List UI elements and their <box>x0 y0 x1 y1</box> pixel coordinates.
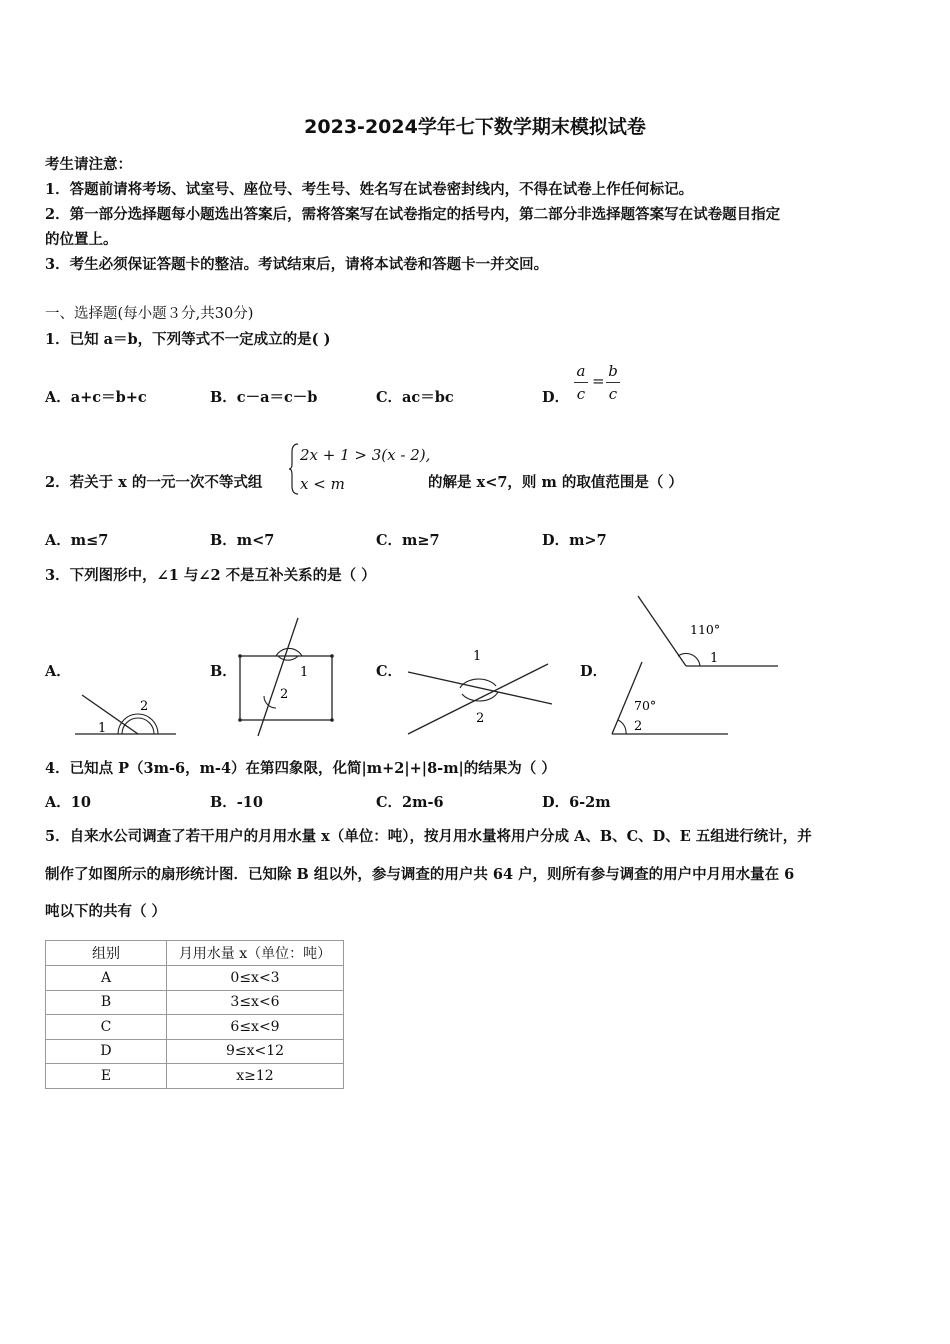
table-cell-group: A <box>46 966 167 991</box>
q1-d-numerator-left: a <box>576 362 586 380</box>
q3-a-label-2: 2 <box>140 699 149 714</box>
table-cell-usage: 6≤x<9 <box>167 1015 344 1040</box>
notice-line-1: 1．答题前请将考场、试室号、座位号、考生号、姓名写在试卷密封线内，不得在试卷上作任何标记。 <box>45 181 694 198</box>
q3-stem: 3．下列图形中，∠1 与∠2 不是互补关系的是（ ） <box>45 567 376 584</box>
q3-c-label-2: 2 <box>476 711 485 726</box>
table-cell-group: D <box>46 1039 167 1064</box>
q2-option-c: C．m≥7 <box>376 532 440 549</box>
q5-line-3: 吨以下的共有（ ） <box>45 903 167 920</box>
table-header-group: 组别 <box>46 941 167 966</box>
q3-d-label-1: 1 <box>710 651 719 666</box>
table-cell-group: C <box>46 1015 167 1040</box>
notice-line-3: 3．考生必须保证答题卡的整洁。考试结束后，请将本试卷和答题卡一并交回。 <box>45 256 549 273</box>
q4-option-a: A．10 <box>45 794 91 811</box>
table-cell-usage: 9≤x<12 <box>167 1039 344 1064</box>
q3-d-label-2: 2 <box>634 719 643 734</box>
table-row <box>46 990 344 1015</box>
q1-d-equals: = <box>592 372 605 390</box>
table-row <box>46 1064 344 1089</box>
q3-figure-d <box>600 590 785 740</box>
q3-d-label-70: 70° <box>634 698 657 713</box>
q3-option-c: C． <box>376 663 403 680</box>
q2-option-a: A．m≤7 <box>45 532 109 549</box>
q3-a-label-1: 1 <box>98 721 107 736</box>
q3-figure-c <box>400 642 560 740</box>
notice-line-2b: 的位置上。 <box>45 231 118 248</box>
table-cell-usage: 0≤x<3 <box>167 966 344 991</box>
q1-d-numerator-right: b <box>608 362 618 380</box>
q3-option-a: A． <box>45 663 71 680</box>
table-cell-usage: x≥12 <box>167 1064 344 1089</box>
section-heading: 一、选择题(每小题３分,共30分) <box>45 306 254 322</box>
table-cell-group: B <box>46 990 167 1015</box>
table-cell-usage: 3≤x<6 <box>167 990 344 1015</box>
q1-option-c: C．ac＝bc <box>376 389 454 406</box>
q5-line-2: 制作了如图所示的扇形统计图．已知除 B 组以外，参与调查的用户共 64 户，则所有参与调查的用户中月用水量在 6 <box>45 866 795 883</box>
q1-d-fraction-right <box>606 362 620 403</box>
notice-line-2a: 2．第一部分选择题每小题选出答案后，需将答案写在试卷指定的括号内，第二部分非选择题答案写在试卷题目指定 <box>45 206 781 223</box>
q4-stem: 4．已知点 P（3m-6，m-4）在第四象限，化简|m+2|+|8-m|的结果为（ ） <box>45 760 556 777</box>
q3-b-label-1: 1 <box>300 665 309 680</box>
q2-option-d: D．m>7 <box>542 532 607 549</box>
q1-d-denominator-right: c <box>608 385 618 403</box>
q2-stem-pre: 2．若关于 x 的一元一次不等式组 <box>45 474 263 491</box>
q4-option-d: D．6-2m <box>542 794 611 811</box>
notice-heading: 考生请注意： <box>45 156 132 173</box>
table-header-usage: 月用水量 x（单位：吨） <box>167 941 344 966</box>
q2-stem-post: 的解是 x<7，则 m 的取值范围是（ ） <box>428 474 683 491</box>
q3-option-d: D． <box>580 663 608 680</box>
table-cell-group: E <box>46 1064 167 1089</box>
q1-option-b: B．c－a＝c－b <box>210 389 318 406</box>
q3-c-label-1: 1 <box>473 649 482 664</box>
q2-system-line-1: 2x + 1 > 3(x - 2), <box>300 446 431 464</box>
q4-option-b: B．-10 <box>210 794 263 811</box>
table-row <box>46 1039 344 1064</box>
q1-option-d: D． <box>542 389 570 406</box>
q3-figure-a <box>70 690 180 740</box>
water-usage-table <box>45 940 344 1089</box>
q3-figure-b <box>232 612 342 740</box>
q2-option-b: B．m<7 <box>210 532 275 549</box>
table-header-row <box>46 941 344 966</box>
q1-stem: 1．已知 a＝b，下列等式不一定成立的是( ) <box>45 331 331 348</box>
q2-system-line-2: x < m <box>300 475 345 493</box>
q3-d-label-110: 110° <box>690 622 721 637</box>
q1-option-a: A．a+c＝b+c <box>45 389 147 406</box>
table-row <box>46 966 344 991</box>
q1-d-denominator-left: c <box>576 385 586 403</box>
q1-d-fraction-left <box>574 362 588 403</box>
table-row <box>46 1015 344 1040</box>
q4-option-c: C．2m-6 <box>376 794 444 811</box>
q2-brace <box>288 442 300 496</box>
q3-b-label-2: 2 <box>280 687 289 702</box>
q5-line-1: 5．自来水公司调查了若干用户的月用水量 x（单位：吨），按月用水量将用户分成 A、B、C、D、E 五组进行统计，并 <box>45 828 812 845</box>
q3-option-b: B． <box>210 663 237 680</box>
page-title: 2023-2024学年七下数学期末模拟试卷 <box>304 116 646 138</box>
